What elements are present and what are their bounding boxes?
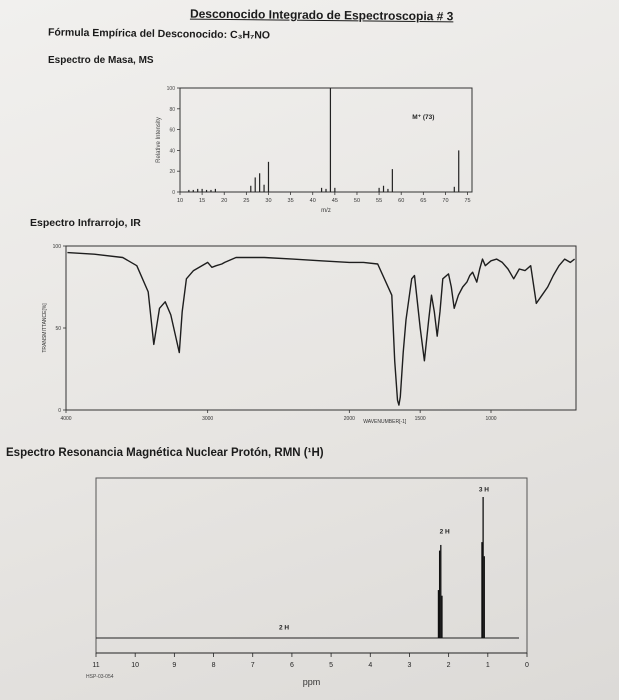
ms-molecular-ion-annotation: M⁺ (73) <box>412 114 435 122</box>
ms-y-tick-label: 40 <box>169 148 175 155</box>
ir-x-tick-label: 4000 <box>60 416 72 422</box>
nmr-x-tick-label: 9 <box>172 662 177 669</box>
nmr-x-tick-label: 2 <box>446 662 451 669</box>
ms-heading: Espectro de Masa, MS <box>48 55 154 66</box>
nmr-x-tick-label: 3 <box>407 662 412 669</box>
nmr-x-tick-label: 7 <box>250 662 255 669</box>
nmr-integration-label: 3 H <box>478 486 489 494</box>
ir-x-tick-label: 1000 <box>485 416 497 422</box>
ms-x-tick-label: 50 <box>353 198 361 204</box>
nmr-heading: Espectro Resonancia Magnética Nuclear Protón, RMN (¹H) <box>6 447 324 459</box>
nmr-x-tick-label: 4 <box>368 662 373 669</box>
nmr-x-tick-label: 11 <box>92 662 100 669</box>
ir-y-axis-label: TRANSMITTANCE[%] <box>42 303 48 353</box>
nmr-x-tick-label: 6 <box>289 662 294 669</box>
ms-y-tick-label: 80 <box>169 106 175 113</box>
formula-value: C₃H₇NO <box>229 28 271 42</box>
ms-x-tick-label: 75 <box>464 198 471 204</box>
ir-x-axis-label: WAVENUMBER[-1] <box>363 419 407 425</box>
ms-x-tick-label: 55 <box>376 198 383 204</box>
ms-x-tick-label: 65 <box>420 198 427 204</box>
ms-x-tick-label: 30 <box>265 198 272 204</box>
ir-x-tick-label: 1500 <box>414 416 426 422</box>
ms-x-tick-label: 25 <box>243 198 250 204</box>
document-title: Desconocido Integrado de Espectroscopia # 3 <box>189 6 454 24</box>
ir-x-tick-label: 3000 <box>202 416 214 422</box>
ms-x-tick-label: 10 <box>176 198 184 204</box>
nmr-x-tick-label: 0 <box>525 662 529 669</box>
nmr-x-tick-label: 8 <box>211 662 216 669</box>
nmr-footer-code: HSP-03-054 <box>86 674 114 680</box>
ir-y-tick-label: 0 <box>58 408 61 414</box>
ms-x-tick-label: 45 <box>331 198 338 204</box>
nmr-x-tick-label: 1 <box>485 662 490 669</box>
ms-x-axis-label: m/z <box>321 208 331 214</box>
nmr-integration-label: 2 H <box>279 624 290 632</box>
ms-x-tick-label: 60 <box>398 198 405 204</box>
ir-y-tick-label: 100 <box>52 244 61 250</box>
ms-y-tick-label: 60 <box>169 127 175 134</box>
ms-y-tick-label: 20 <box>169 169 175 176</box>
ir-y-tick-label: 50 <box>55 326 61 332</box>
ms-x-tick-label: 35 <box>287 198 294 204</box>
ms-y-tick-label: 100 <box>166 86 175 92</box>
ir-heading: Espectro Infrarrojo, IR <box>30 217 141 229</box>
ms-x-tick-label: 15 <box>199 198 206 204</box>
ir-x-tick-label: 2000 <box>343 416 355 422</box>
ms-x-tick-label: 40 <box>309 198 316 204</box>
ms-y-tick-label: 0 <box>172 190 175 196</box>
ms-y-axis-label: Relative Intensity <box>156 117 162 163</box>
ms-x-tick-label: 20 <box>221 198 228 204</box>
ms-x-tick-label: 70 <box>442 198 449 204</box>
formula-label: Fórmula Empírica del Desconocido: <box>47 26 228 41</box>
nmr-x-axis-label: ppm <box>302 677 321 687</box>
nmr-frame <box>96 478 527 653</box>
nmr-x-tick-label: 10 <box>131 662 140 669</box>
nmr-integration-label: 2 H <box>439 528 450 536</box>
nmr-x-tick-label: 5 <box>329 662 334 669</box>
